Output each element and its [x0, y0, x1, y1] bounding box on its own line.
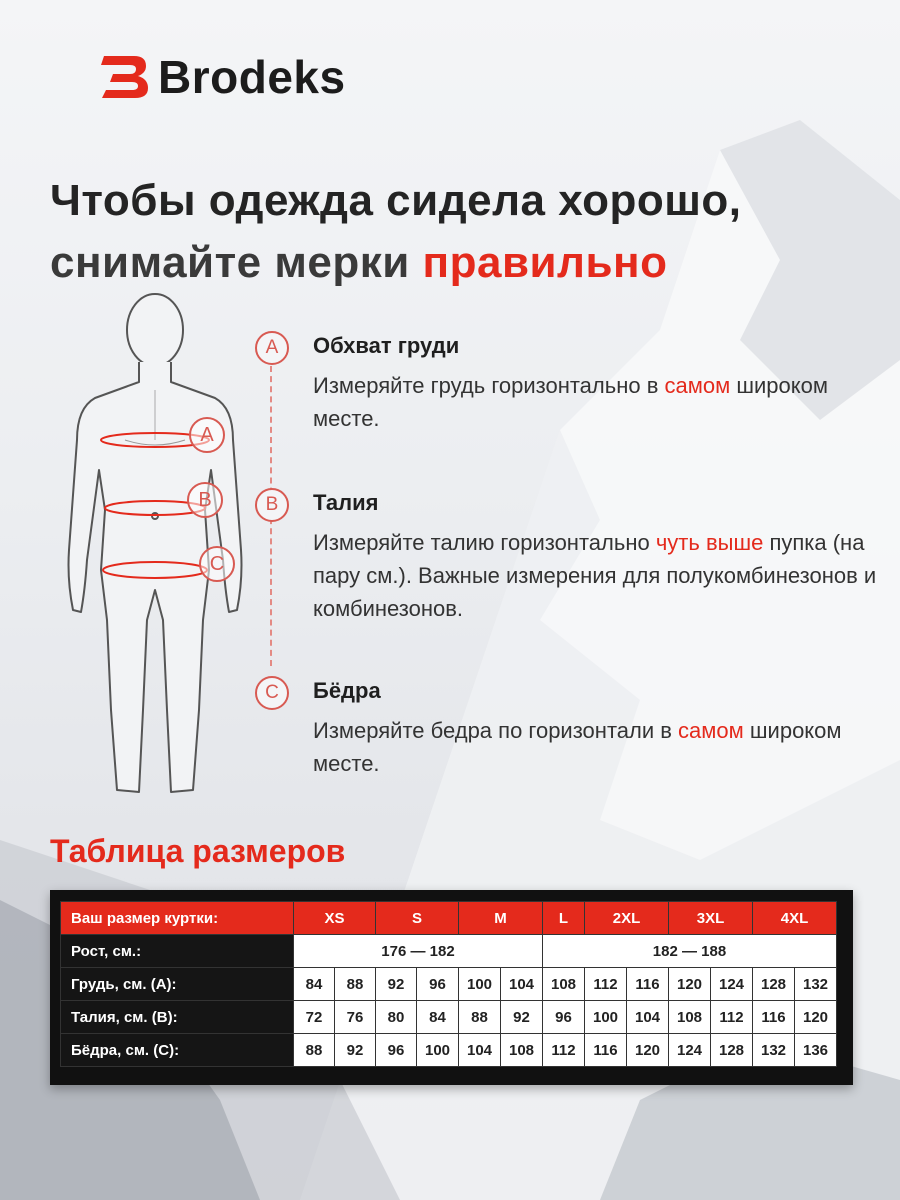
waist-value: 120 [795, 1001, 837, 1034]
height-range-1: 176 — 182 [294, 935, 543, 968]
waist-value: 92 [501, 1001, 543, 1034]
measurement-letter-a: A [255, 331, 289, 365]
chest-value: 112 [585, 968, 627, 1001]
chest-value: 88 [335, 968, 376, 1001]
brand-logo[interactable] [98, 50, 346, 104]
measurement-letter-c: C [255, 676, 289, 710]
chest-value: 108 [543, 968, 585, 1001]
measurement-desc-waist: Измеряйте талию горизонтально чуть выше пупка (на пару см.). Важные измерения для полукомбинезонов и комбинезонов. [313, 530, 877, 621]
chest-value: 100 [459, 968, 501, 1001]
chest-value: 128 [753, 968, 795, 1001]
chest-value: 104 [501, 968, 543, 1001]
waist-value: 84 [417, 1001, 459, 1034]
hips-value: 104 [459, 1034, 501, 1067]
size-4xl: 4XL [753, 902, 837, 935]
hips-value: 88 [294, 1034, 335, 1067]
hips-value: 124 [669, 1034, 711, 1067]
chest-value: 96 [417, 968, 459, 1001]
size-xs: XS [294, 902, 376, 935]
hips-value: 108 [501, 1034, 543, 1067]
size-s: S [376, 902, 459, 935]
hips-value: 136 [795, 1034, 837, 1067]
size-table-panel [50, 890, 853, 1085]
hips-label: Бёдра, см. (C): [61, 1034, 294, 1067]
headline-line2-prefix: снимайте мерки [50, 238, 423, 287]
size-3xl: 3XL [669, 902, 753, 935]
hips-value: 96 [376, 1034, 417, 1067]
waist-row [61, 1001, 837, 1034]
chest-label: Грудь, см. (A): [61, 968, 294, 1001]
size-table-title: Таблица размеров [50, 833, 346, 869]
size-m: M [459, 902, 543, 935]
chest-row [61, 968, 837, 1001]
height-range-2: 182 — 188 [543, 935, 837, 968]
waist-value: 80 [376, 1001, 417, 1034]
headline-accent: правильно [422, 238, 668, 287]
measurement-letter-b: B [255, 488, 289, 522]
chest-value: 84 [294, 968, 335, 1001]
size-2xl: 2XL [585, 902, 669, 935]
size-table [60, 901, 837, 1067]
waist-value: 76 [335, 1001, 376, 1034]
waist-value: 96 [543, 1001, 585, 1034]
hips-value: 128 [711, 1034, 753, 1067]
waist-value: 116 [753, 1001, 795, 1034]
waist-label: Талия, см. (B): [61, 1001, 294, 1034]
hips-value: 132 [753, 1034, 795, 1067]
chest-value: 124 [711, 968, 753, 1001]
figure-mark-c: C [199, 546, 235, 582]
size-row [61, 902, 837, 935]
measurement-title-hips: Бёдра [313, 678, 381, 703]
hips-row [61, 1034, 837, 1067]
size-label: Ваш размер куртки: [61, 902, 294, 935]
waist-value: 88 [459, 1001, 501, 1034]
page-headline [50, 170, 742, 294]
measurement-title-chest: Обхват груди [313, 333, 460, 358]
chest-value: 132 [795, 968, 837, 1001]
size-l: L [543, 902, 585, 935]
hips-value: 100 [417, 1034, 459, 1067]
waist-value: 108 [669, 1001, 711, 1034]
waist-value: 72 [294, 1001, 335, 1034]
measurement-title-waist: Талия [313, 490, 379, 515]
brodeks-logo-icon [98, 53, 150, 101]
figure-mark-a: A [189, 417, 225, 453]
figure-mark-b: B [187, 482, 223, 518]
hips-value: 112 [543, 1034, 585, 1067]
measurement-desc-hips: Измеряйте бедра по горизонтали в самом широком месте. [313, 718, 842, 776]
height-label: Рост, см.: [61, 935, 294, 968]
chest-value: 92 [376, 968, 417, 1001]
chest-value: 120 [669, 968, 711, 1001]
hips-value: 116 [585, 1034, 627, 1067]
brand-name: Brodeks [158, 51, 346, 103]
hips-value: 120 [627, 1034, 669, 1067]
chest-value: 116 [627, 968, 669, 1001]
waist-value: 104 [627, 1001, 669, 1034]
body-figure [55, 290, 255, 810]
headline-line1: Чтобы одежда сидела хорошо, [50, 176, 742, 225]
waist-value: 112 [711, 1001, 753, 1034]
headline-line2 [50, 232, 742, 294]
height-row [61, 935, 837, 968]
measurement-desc-chest: Измеряйте грудь горизонтально в самом широком месте. [313, 373, 829, 431]
waist-value: 100 [585, 1001, 627, 1034]
hips-value: 92 [335, 1034, 376, 1067]
